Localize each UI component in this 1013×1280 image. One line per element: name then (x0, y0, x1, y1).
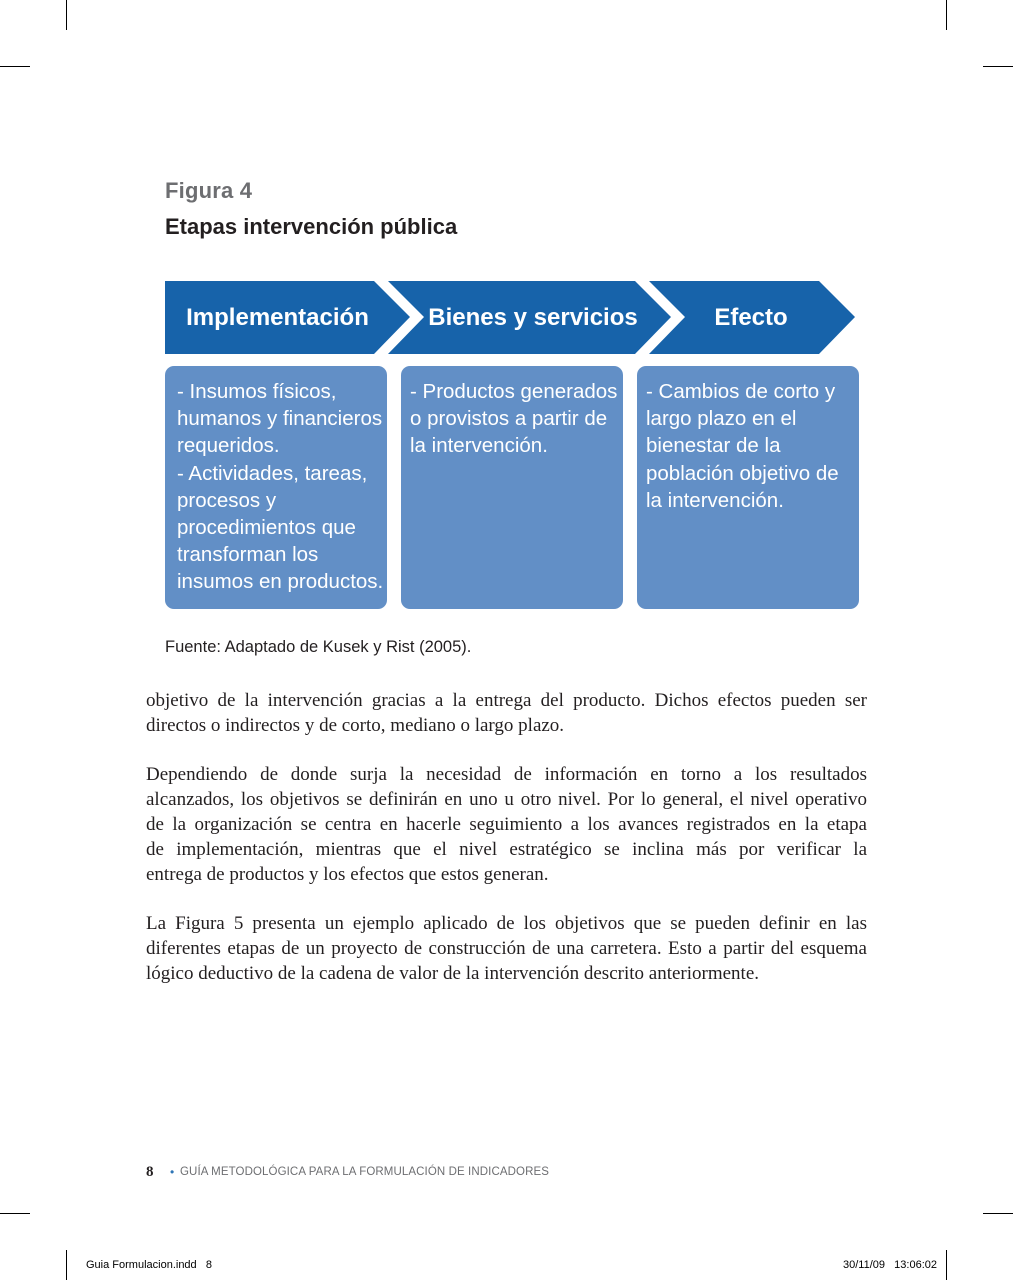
figure-title: Etapas intervención pública (165, 214, 458, 239)
card-line: largo plazo en el (646, 407, 797, 431)
text-line: de implementación, mientras que el nivel estratégico se inclina más por verificar la (146, 839, 867, 860)
card-line: - Actividades, tareas, (177, 461, 368, 485)
card-line: la intervención. (646, 488, 784, 512)
text-line: directos o indirectos y de corto, mediano o largo plazo. (146, 715, 565, 736)
card-line: bienestar de la (646, 434, 781, 458)
text-line: diferentes etapas de un proyecto de construcción de una carretera. Esto a partir del esquema (146, 938, 867, 959)
stage-card-bienes-servicios (401, 366, 623, 609)
card-line: transforman los (177, 543, 319, 567)
card-line: requeridos. (177, 434, 280, 458)
body-paragraph-2 (146, 762, 867, 887)
text-line: lógico deductivo de la cadena de valor de la intervención descrito anteriormente. (146, 963, 760, 984)
text-line: entrega de productos y los efectos que estos generan. (146, 864, 549, 885)
crop-mark-bottom-right (946, 1250, 947, 1280)
stage-card-implementacion (165, 366, 387, 609)
card-line: la intervención. (410, 434, 548, 458)
card-line: - Insumos físicos, (177, 380, 337, 403)
card-line: procesos y (177, 488, 277, 512)
figure-label: Figura 4 (165, 178, 253, 203)
footer-bullet-icon: • (170, 1165, 175, 1179)
text-line: La Figura 5 presenta un ejemplo aplicado de los objetivos que se pueden definir en las (146, 913, 867, 934)
body-paragraph-3 (146, 911, 867, 986)
slug-datetime: 30/11/09 13:06:02 (843, 1259, 937, 1271)
card-line: humanos y financieros (177, 407, 383, 431)
card-line: - Cambios de corto y (646, 380, 836, 403)
figure-source: Fuente: Adaptado de Kusek y Rist (2005). (165, 638, 472, 656)
text-line: objetivo de la intervención gracias a la entrega del producto. Dichos efectos pueden ser (146, 690, 867, 711)
crop-mark-left-bottom (0, 1213, 30, 1214)
text-line: de la organización se centra en hacerle seguimiento a los avances registrados en la etapa (146, 814, 867, 835)
crop-mark-right-bottom (983, 1213, 1013, 1214)
stage-title-bienes-servicios: Bienes y servicios (428, 304, 638, 331)
card-line: procedimientos que (177, 516, 356, 540)
text-line: Dependiendo de donde surja la necesidad de información en torno a los resultados (146, 764, 867, 785)
page-number: 8 (146, 1164, 154, 1180)
card-line: o provistos a partir de (410, 407, 608, 431)
running-title: GUÍA METODOLÓGICA PARA LA FORMULACIÓN DE INDICADORES (180, 1166, 550, 1178)
text-line: alcanzados, los objetivos se definirán en uno u otro nivel. Por lo general, el nivel operativo (146, 789, 867, 810)
card-line: población objetivo de (646, 461, 839, 485)
slug-filename: Guia Formulacion.indd 8 (86, 1259, 212, 1271)
stage-title-implementacion: Implementación (186, 304, 369, 331)
card-line: insumos en productos. (177, 570, 384, 594)
crop-mark-bottom-left (66, 1250, 67, 1280)
stage-title-efecto: Efecto (714, 304, 788, 331)
stage-card-efecto (637, 366, 859, 609)
card-line: - Productos generados (410, 380, 618, 403)
body-paragraph-1 (146, 688, 867, 738)
